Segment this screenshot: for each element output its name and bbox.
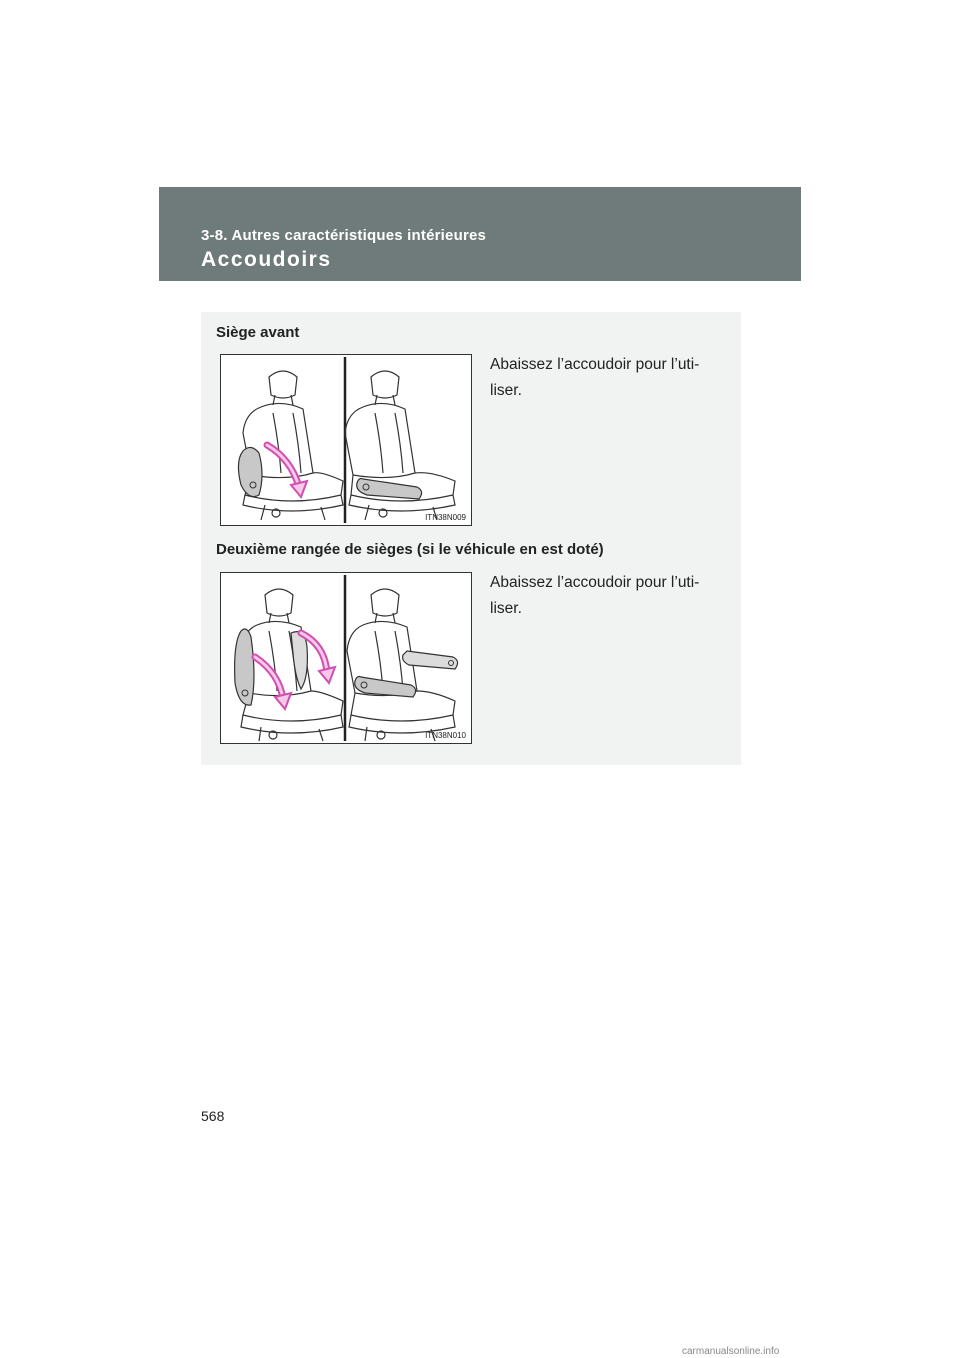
watermark: carmanualsonline.info (682, 1346, 780, 1357)
instruction-line: Abaissez l’accoudoir pour l’uti- (490, 574, 700, 591)
second-row-figure (220, 572, 472, 744)
second-row-illustration (221, 573, 471, 743)
front-seat-instruction (490, 352, 726, 404)
second-row-instruction (490, 570, 726, 622)
page-number: 568 (201, 1108, 225, 1124)
header-bar (159, 187, 801, 281)
instruction-line: Abaissez l’accoudoir pour l’uti- (490, 356, 700, 373)
instruction-line: liser. (490, 600, 522, 617)
figure-code: ITN38N010 (425, 731, 466, 740)
second-row-heading: Deuxième rangée de sièges (si le véhicule en est doté) (216, 541, 604, 558)
content-panel (201, 312, 741, 765)
front-seat-illustration (221, 355, 471, 525)
page-title: Accoudoirs (201, 248, 332, 271)
section-label: 3-8. Autres caractéristiques intérieures (201, 227, 487, 244)
figure-code: ITN38N009 (425, 513, 466, 522)
front-seat-heading: Siège avant (216, 324, 300, 341)
front-seat-figure (220, 354, 472, 526)
instruction-line: liser. (490, 382, 522, 399)
